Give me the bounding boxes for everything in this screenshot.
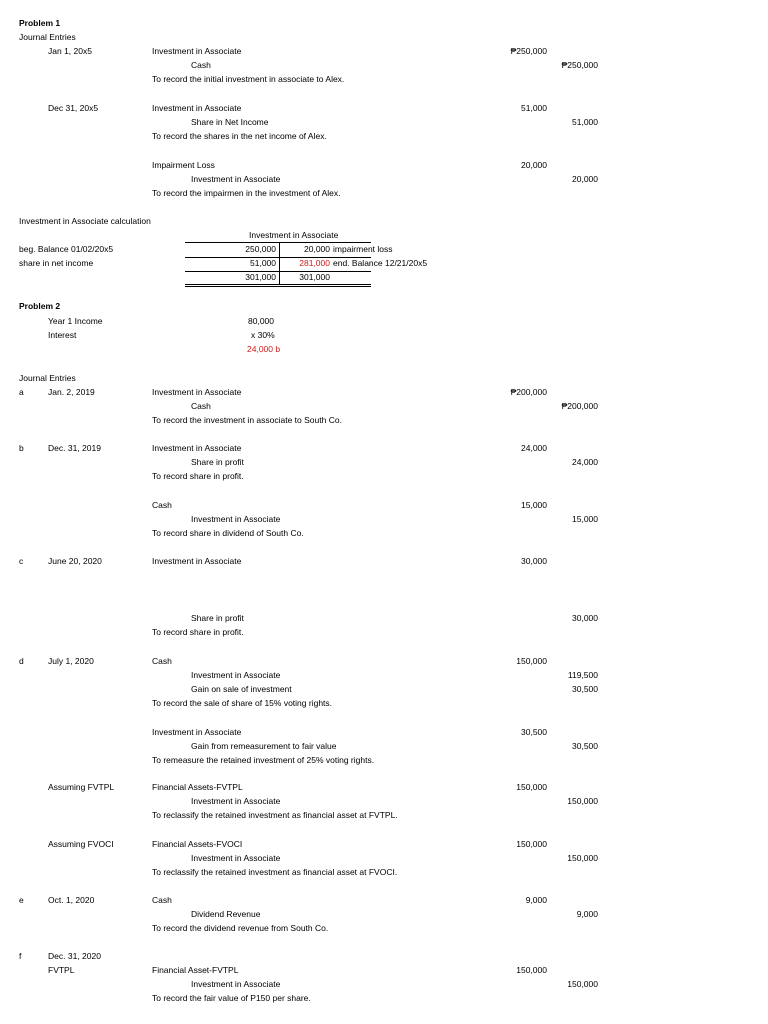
entry-description: To record share in profit. — [152, 627, 244, 637]
credit-amount: 9,000 — [576, 909, 598, 919]
credit-amount: 150,000 — [567, 979, 598, 989]
debit-account: Cash — [152, 656, 172, 666]
debit-amount: 15,000 — [521, 500, 547, 510]
debit-amount: 20,000 — [521, 160, 547, 170]
credit-account: Investment in Associate — [191, 514, 281, 524]
credit-amount: 24,000 — [572, 457, 598, 467]
debit-account: Impairment Loss — [152, 160, 215, 170]
entry-date: Jan 1, 20x5 — [48, 46, 92, 56]
entry-date: Dec. 31, 2020 — [48, 951, 101, 961]
credit-amount: 51,000 — [572, 117, 598, 127]
entry-date: Oct. 1, 2020 — [48, 895, 95, 905]
entry-description: To record share in dividend of South Co. — [152, 528, 304, 538]
debit-amount: 51,000 — [521, 103, 547, 113]
credit-amount: 119,500 — [567, 670, 598, 680]
entry-description: To remeasure the retained investment of 25% voting rights. — [152, 755, 375, 765]
debit-account: Investment in Associate — [152, 103, 242, 113]
debit-account: Investment in Associate — [152, 727, 242, 737]
t-debit-total: 301,000 — [245, 272, 276, 282]
row-label: beg. Balance 01/02/20x5 — [19, 244, 114, 254]
interest-rate: x 30% — [251, 330, 275, 340]
t-credit-value: 20,000 — [304, 244, 330, 254]
credit-amount: 30,000 — [572, 613, 598, 623]
debit-account: Financial Asset-FVTPL — [152, 965, 239, 975]
ending-balance-value: 281,000 — [299, 258, 330, 268]
credit-account: Investment in Associate — [191, 979, 281, 989]
debit-amount: ₱200,000 — [510, 387, 547, 397]
debit-account: Financial Assets-FVTPL — [152, 782, 243, 792]
credit-account: Gain from remeasurement to fair value — [191, 741, 337, 751]
credit-amount: 150,000 — [567, 853, 598, 863]
entry-letter: e — [19, 895, 24, 905]
entry-description: To record the sale of share of 15% voting rights. — [152, 698, 333, 708]
calculation-label: Investment in Associate calculation — [19, 216, 151, 226]
entry-date: Jan. 2, 2019 — [48, 387, 95, 397]
entry-date: Dec 31, 20x5 — [48, 103, 99, 113]
credit-account: Cash — [191, 60, 211, 70]
entry-description: To record the fair value of P150 per share. — [152, 993, 311, 1003]
credit-amount: 15,000 — [572, 514, 598, 524]
debit-account: Cash — [152, 500, 172, 510]
problem-2-title: Problem 2 — [19, 301, 61, 311]
debit-account: Financial Assets-FVOCI — [152, 839, 243, 849]
t-account-divider — [279, 242, 280, 284]
credit-account: Investment in Associate — [191, 853, 281, 863]
computed-share: 24,000 b — [247, 344, 281, 354]
t-credit-note: end. Balance 12/21/20x5 — [333, 258, 428, 268]
credit-amount: 20,000 — [572, 174, 598, 184]
t-debit-value: 250,000 — [245, 244, 276, 254]
debit-amount: ₱250,000 — [510, 46, 547, 56]
credit-account: Dividend Revenue — [191, 909, 261, 919]
entry-letter: b — [19, 443, 24, 453]
debit-account: Investment in Associate — [152, 387, 242, 397]
entry-letter: a — [19, 387, 24, 397]
debit-amount: 150,000 — [516, 839, 547, 849]
entry-letter: f — [19, 951, 22, 961]
t-account-top-rule — [185, 242, 371, 243]
entry-date: Assuming FVTPL — [48, 782, 115, 792]
entry-date: Assuming FVOCI — [48, 839, 114, 849]
debit-account: Investment in Associate — [152, 556, 242, 566]
t-credit-note: impairment loss — [333, 244, 393, 254]
income-label: Year 1 Income — [48, 316, 103, 326]
income-value: 80,000 — [248, 316, 274, 326]
entry-date-note: FVTPL — [48, 965, 75, 975]
journal-entries-label: Journal Entries — [19, 32, 76, 42]
t-credit-total: 301,000 — [299, 272, 330, 282]
entry-description: To record the initial investment in associate to Alex. — [152, 74, 345, 84]
t-account-double-rule — [185, 286, 371, 287]
credit-account: Investment in Associate — [191, 174, 281, 184]
credit-amount: ₱200,000 — [561, 401, 598, 411]
debit-amount: 9,000 — [525, 895, 547, 905]
debit-amount: 30,500 — [521, 727, 547, 737]
t-debit-value: 51,000 — [250, 258, 276, 268]
credit-account: Share in profit — [191, 613, 244, 623]
credit-amount: 30,500 — [572, 741, 598, 751]
entry-letter: c — [19, 556, 24, 566]
entry-letter: d — [19, 656, 24, 666]
entry-description: To reclassify the retained investment as financial asset at FVTPL. — [152, 810, 398, 820]
entry-date: Dec. 31, 2019 — [48, 443, 101, 453]
entry-description: To record the shares in the net income of Alex. — [152, 131, 327, 141]
debit-account: Investment in Associate — [152, 443, 242, 453]
credit-account: Investment in Associate — [191, 670, 281, 680]
debit-account: Investment in Associate — [152, 46, 242, 56]
debit-amount: 150,000 — [516, 656, 547, 666]
credit-amount: 150,000 — [567, 796, 598, 806]
journal-entries-label: Journal Entries — [19, 373, 76, 383]
debit-amount: 24,000 — [521, 443, 547, 453]
debit-amount: 150,000 — [516, 782, 547, 792]
credit-account: Share in Net Income — [191, 117, 269, 127]
entry-date: July 1, 2020 — [48, 656, 94, 666]
credit-amount: ₱250,000 — [561, 60, 598, 70]
row-label: share in net income — [19, 258, 94, 268]
credit-account: Investment in Associate — [191, 796, 281, 806]
interest-label: Interest — [48, 330, 77, 340]
debit-account: Cash — [152, 895, 172, 905]
credit-account: Cash — [191, 401, 211, 411]
credit-amount: 30,500 — [572, 684, 598, 694]
debit-amount: 30,000 — [521, 556, 547, 566]
credit-account: Share in profit — [191, 457, 244, 467]
entry-description: To record the dividend revenue from South Co. — [152, 923, 329, 933]
entry-date: June 20, 2020 — [48, 556, 102, 566]
credit-account: Gain on sale of investment — [191, 684, 292, 694]
entry-description: To record the impairmen in the investment of Alex. — [152, 188, 341, 198]
entry-description: To record share in profit. — [152, 471, 244, 481]
problem-1-title: Problem 1 — [19, 18, 61, 28]
t-account-double-rule — [185, 284, 371, 285]
t-account-header: Investment in Associate — [249, 230, 339, 240]
debit-amount: 150,000 — [516, 965, 547, 975]
entry-description: To record the investment in associate to South Co. — [152, 415, 342, 425]
entry-description: To reclassify the retained investment as financial asset at FVOCI. — [152, 867, 398, 877]
